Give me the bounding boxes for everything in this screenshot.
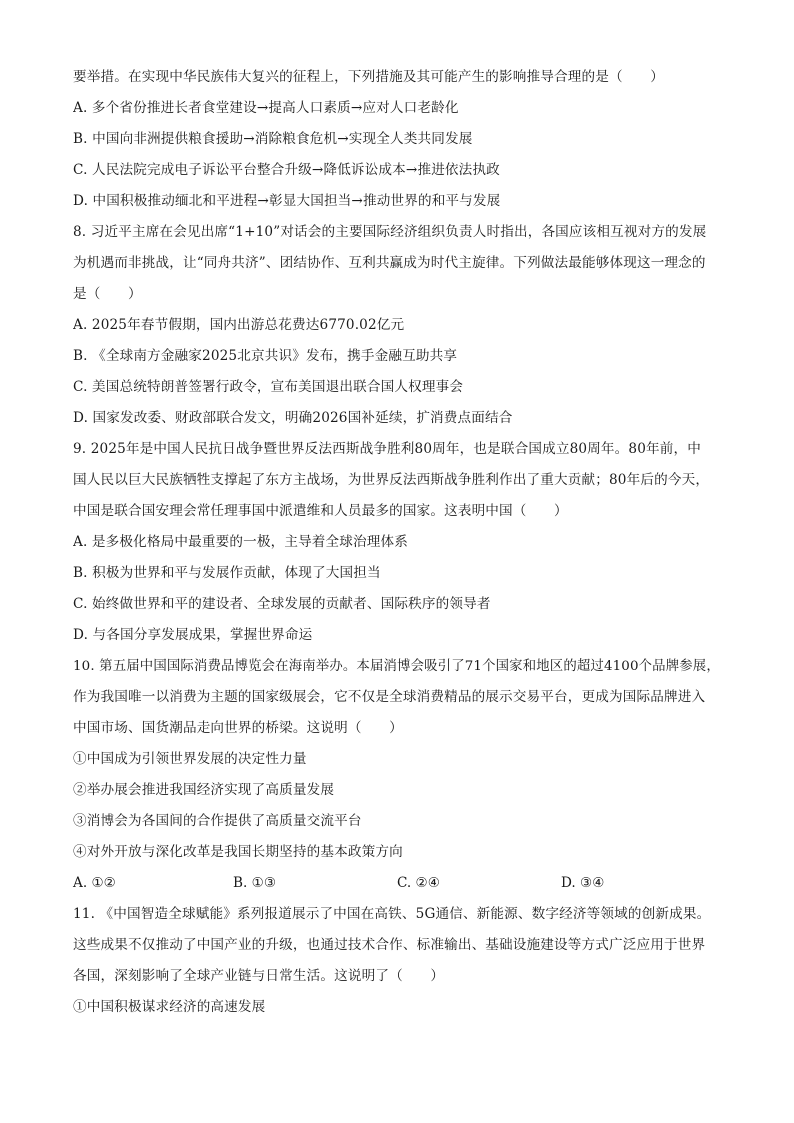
q8-stem-line-2: 为机遇而非挑战，让“同舟共济”、团结协作、互利共赢成为时代主旋律。下列做法最能够体现这一理念的	[73, 255, 706, 271]
q11-stem-line-2: 这些成果不仅推动了中国产业的升级，也通过技术合作、标准输出、基础设施建设等方式广泛应用于世界	[73, 937, 706, 953]
q10-option-d: D. ③④	[561, 875, 605, 891]
q11-stem-line-3: 各国，深刻影响了全球产业链与日常生活。这说明了（ ）	[73, 968, 445, 984]
q9-option-a: A. 是多极化格局中最重要的一极，主导着全球治理体系	[73, 534, 409, 550]
q9-stem-line-2: 国人民以巨大民族牺牲支撑起了东方主战场，为世界反法西斯战争胜利作出了重大贡献；80年后的今天，	[73, 472, 710, 488]
q9-stem-line-3: 中国是联合国安理会常任理事国中派遣维和人员最多的国家。这表明中国（ ）	[73, 503, 568, 519]
q7-option-d: D. 中国积极推动缅北和平进程→彰显大国担当→推动世界的和平与发展	[73, 193, 501, 209]
q11-stem-line-1: 11. 《中国智造全球赋能》系列报道展示了中国在高铁、5G通信、新能源、数字经济等领域的创新成果。	[73, 906, 711, 922]
q7-option-c: C. 人民法院完成电子诉讼平台整合升级→降低诉讼成本→推进依法执政	[73, 162, 500, 178]
q10-statement-4: ④对外开放与深化改革是我国长期坚持的基本政策方向	[73, 844, 403, 860]
q10-statement-2: ②举办展会推进我国经济实现了高质量发展	[73, 782, 335, 798]
q8-option-a: A. 2025年春节假期，国内出游总花费达6770.02亿元	[73, 317, 405, 333]
q10-statement-1: ①中国成为引领世界发展的决定性力量	[73, 751, 307, 767]
q8-stem-line-1: 8. 习近平主席在会见出席“1+10”对话会的主要国际经济组织负责人时指出，各国应该相互视对方的发展	[73, 224, 707, 240]
q8-option-b: B. 《全球南方金融家2025北京共识》发布，携手金融互助共享	[73, 348, 458, 364]
q10-option-a: A. ①②	[73, 875, 116, 891]
q10-option-b: B. ①③	[233, 875, 277, 891]
q10-options-row	[73, 868, 728, 899]
q10-option-c: C. ②④	[397, 875, 440, 891]
q8-stem-line-3: 是（ ）	[73, 286, 142, 302]
q10-statement-3: ③消博会为各国间的合作提供了高质量交流平台	[73, 813, 362, 829]
q11-statement-1: ①中国积极谋求经济的高速发展	[73, 999, 266, 1015]
q9-option-b: B. 积极为世界和平与发展作贡献，体现了大国担当	[73, 565, 381, 581]
q8-option-d: D. 国家发改委、财政部联合发文，明确2026国补延续，扩消费点面结合	[73, 410, 513, 426]
q10-stem-line-3: 中国市场、国货潮品走向世界的桥梁。这说明（ ）	[73, 720, 403, 736]
q10-stem-line-1: 10. 第五届中国国际消费品博览会在海南举办。本届消博会吸引了71个国家和地区的超过4100个品牌参展，	[73, 659, 720, 674]
q7-option-b: B. 中国向非洲提供粮食援助→消除粮食危机→实现全人类共同发展	[73, 131, 473, 147]
q9-stem-line-1: 9. 2025年是中国人民抗日战争暨世界反法西斯战争胜利80周年，也是联合国成立80周年。80年前，中	[73, 441, 701, 457]
q7-option-a: A. 多个省份推进长者食堂建设→提高人口素质→应对人口老龄化	[73, 100, 459, 116]
q9-option-d: D. 与各国分享发展成果，掌握世界命运	[73, 627, 313, 643]
q7-stem-tail: 要举措。在实现中华民族伟大复兴的征程上，下列措施及其可能产生的影响推导合理的是（ ）	[73, 69, 664, 85]
q10-stem-line-2: 作为我国唯一以消费为主题的国家级展会，它不仅是全球消费精品的展示交易平台，更成为国际品牌进入	[73, 689, 706, 705]
q8-option-c: C. 美国总统特朗普签署行政令，宣布美国退出联合国人权理事会	[73, 379, 464, 395]
exam-page	[73, 62, 728, 1023]
q9-option-c: C. 始终做世界和平的建设者、全球发展的贡献者、国际秩序的领导者	[73, 596, 491, 612]
